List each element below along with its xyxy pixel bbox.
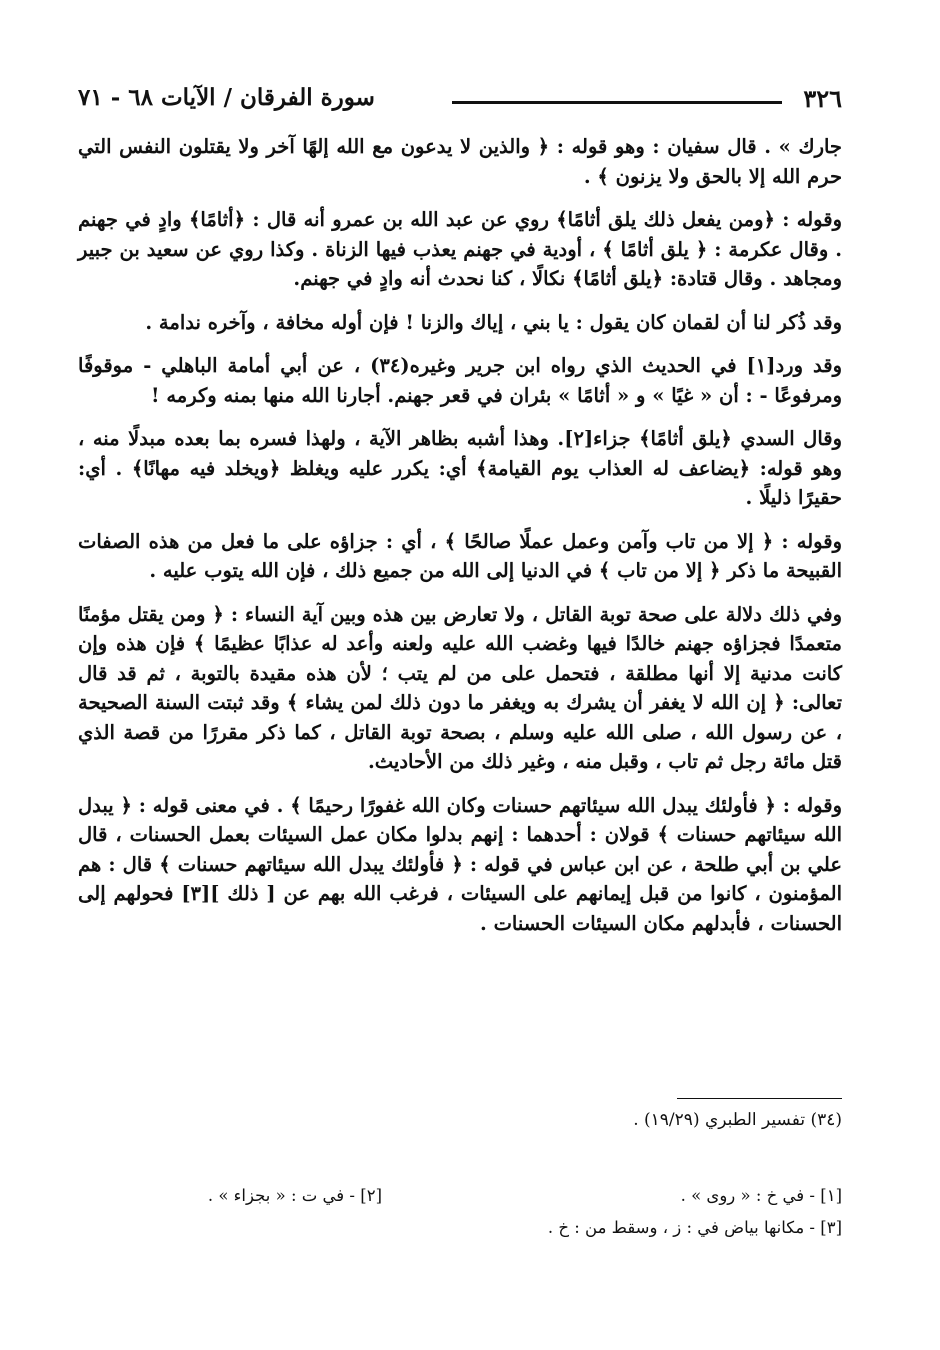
book-page — [78, 0, 842, 1350]
footnote-34: (٣٤) تفسير الطبري (١٩/٢٩) . — [633, 1110, 842, 1130]
paragraph-1: جارك » . قال سفيان : وهو قوله : ﴿ والذين لا يدعون مع الله إلهًا آخر ولا يقتلون النفس التي حرم الله إلا بالحق ولا يزنون ﴾ . — [78, 135, 842, 188]
main-text — [78, 132, 842, 952]
apparatus-notes — [78, 1180, 842, 1244]
paragraph-6: وقوله : ﴿ إلا من تاب وآمن وعمل عملًا صالحًا ﴾ ، أي : جزاؤه على ما فعل من هذه الصفات القبيحة ما ذكر ﴿ إلا من تاب ﴾ في الدنيا إلى الله من جميع ذلك ، فإن الله يتوب عليه . — [78, 529, 842, 582]
apparatus-note-1: [١] - في خ : « روى » . — [680, 1186, 842, 1205]
page-header — [78, 84, 842, 116]
apparatus-note-2: [٢] - في ت : « بجزاء » . — [207, 1186, 382, 1205]
paragraph-8: وقوله : ﴿ فأولئك يبدل الله سيئاتهم حسنات وكان الله غفورًا رحيمًا ﴾ . في معنى قوله : ﴿ يبدل الله سيئاتهم حسنات ﴾ قولان : أحدهما : إنهم بدلوا مكان عمل السيئات بعمل الحسنات ، قال علي بن أبي طلحة ، عن ابن عباس في قوله : ﴿ فأولئك يبدل الله سيئاتهم حسنات ﴾ قال : هم المؤمنون ، كانوا من قبل إيمانهم على السيئات ، فرغب الله بهم عن [ ذلك ][٣] فحولهم إلى الحسنات ، فأبدلهم مكان السيئات الحسنات . — [78, 793, 842, 935]
paragraph-4: وقد ورد[١] في الحديث الذي رواه ابن جرير وغيره(٣٤) ، عن أبي أمامة الباهلي - موقوفًا ومرفوعًا - : أن « غيًا » و « أثامًا » بئران في قعر جهنم. أجارنا الله منها بمنه وكرمه ! — [78, 354, 842, 407]
page-number: ٣٢٦ — [803, 84, 842, 113]
running-title: سورة الفرقان / الآيات ٦٨ - ٧١ — [78, 84, 375, 111]
footnote-rule — [677, 1098, 842, 1099]
apparatus-row — [78, 1180, 842, 1212]
apparatus-note-3: [٣] - مكانها بياض في : ز ، وسقط من : خ . — [547, 1218, 842, 1237]
paragraph-7: وفي ذلك دلالة على صحة توبة القاتل ، ولا تعارض بين هذه وبين آية النساء : ﴿ ومن يقتل مؤمنًا متعمدًا فجزاؤه جهنم خالدًا فيها وغضب الله عليه ولعنه وأعد له عذابًا عظيمًا ﴾ فإن هذه وإن كانت مدنية إلا أنها مطلقة ، فتحمل على من لم يتب ؛ لأن هذه مقيدة بالتوبة ، ثم قد قال تعالى: ﴿ إن الله لا يغفر أن يشرك به ويغفر ما دون ذلك لمن يشاء ﴾ وقد ثبتت السنة الصحيحة ، عن رسول الله ، صلى الله عليه وسلم ، بصحة توبة القاتل ، كما ذكر مقررًا من قصة الذي قتل مائة رجل ثم تاب ، وقبل منه ، وغير ذلك من الأحاديث. — [78, 602, 842, 773]
paragraph-5: وقال السدي ﴿يلق أثامًا﴾ جزاء[٢]. وهذا أشبه بظاهر الآية ، ولهذا فسره بما بعده مبدلًا منه ، وهو قوله: ﴿يضاعف له العذاب يوم القيامة﴾ أي: يكرر عليه ويغلظ ﴿ويخلد فيه مهانًا﴾ . أي: حقيرًا ذليلًا . — [78, 427, 842, 509]
header-rule — [452, 101, 782, 104]
paragraph-3: وقد ذُكر لنا أن لقمان كان يقول : يا بني ، إياك والزنا ! فإن أوله مخافة ، وآخره ندامة . — [145, 310, 842, 334]
paragraph-2: وقوله : ﴿ومن يفعل ذلك يلق أثامًا﴾ روي عن عبد الله بن عمرو أنه قال : ﴿أثامًا﴾ وادٍ في جهنم . وقال عكرمة : ﴿ يلق أثامًا ﴾ ، أودية في جهنم يعذب فيها الزناة . وكذا روي عن سعيد بن جبير ومجاهد . وقال قتادة: ﴿يلق أثامًا﴾ نكالًا ، كنا نحدث أنه وادٍ في جهنم. — [78, 208, 842, 290]
apparatus-row — [78, 1212, 842, 1244]
